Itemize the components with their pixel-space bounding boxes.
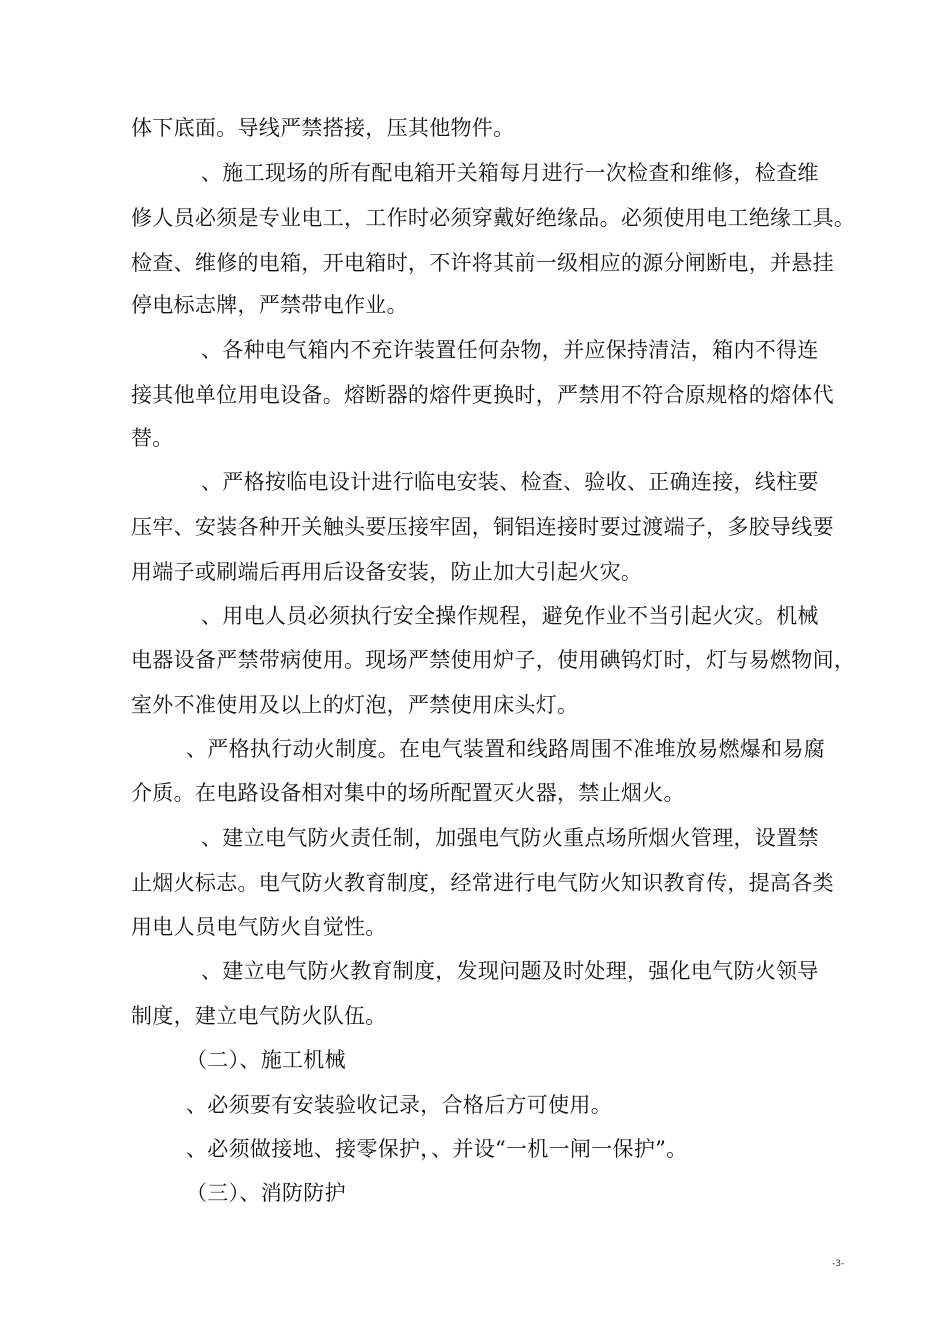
text-line: 、必须要有安装验收记录，合格后方可使用。: [186, 1093, 612, 1117]
text-line: 、严格按临电设计进行临电安装、检查、验收、正确连接，线柱要: [201, 470, 819, 494]
text-line: 修人员必须是专业电工，工作时必须穿戴好绝缘品。必须使用电工绝缘工具。: [131, 206, 856, 230]
text-line: 电器设备严禁带病使用。现场严禁使用炉子，使用碘钨灯时，灯与易燃物间，: [131, 648, 856, 672]
text-line: 检查、维修的电箱，开电箱时，不许将其前一级相应的源分闸断电，并悬挂: [131, 251, 834, 275]
text-line: 、严格执行动火制度。在电气装置和线路周围不准堆放易燃爆和易腐: [186, 737, 825, 761]
text-line: 介质。在电路设备相对集中的场所配置灭火器，禁止烟火。: [131, 781, 685, 805]
text-line: 、各种电气箱内不充许装置任何杂物，并应保持清洁，箱内不得连: [201, 338, 819, 362]
text-line: 用电人员电气防火自觉性。: [131, 915, 387, 939]
text-line: 、用电人员必须执行安全操作规程，避免作业不当引起火灾。机械: [201, 604, 819, 628]
text-line: 、建立电气防火教育制度，发现问题及时处理，强化电气防火领导: [201, 959, 819, 983]
text-line: 、施工现场的所有配电箱开关箱每月进行一次检查和维修，检查维: [201, 161, 819, 185]
text-line: 、必须做接地、接零保护，、并设“一机一闸一保护”。: [186, 1137, 688, 1161]
page-number: -3-: [832, 1259, 845, 1269]
text-line: 制度，建立电气防火队伍。: [131, 1004, 387, 1028]
text-line: 止烟火标志。电气防火教育制度，经常进行电气防火知识教育传，提高各类: [131, 871, 834, 895]
text-line: 体下底面。导线严禁搭接，压其他物件。: [131, 116, 515, 140]
text-line: 替。: [131, 426, 174, 450]
section-heading: （三）、消防防护: [186, 1181, 346, 1205]
text-line: 用端子或刷端后再用后设备安装，防止加大引起火灾。: [131, 560, 643, 584]
text-line: 接其他单位用电设备。熔断器的熔件更换时，严禁用不符合原规格的熔体代: [131, 383, 834, 407]
text-line: 压牢、安装各种开关触头要压接牢固，铜铝连接时要过渡端子，多胶导线要: [131, 515, 834, 539]
text-line: 室外不准使用及以上的灯泡，严禁使用床头灯。: [131, 693, 579, 717]
text-line: 、建立电气防火责任制，加强电气防火重点场所烟火管理，设置禁: [201, 826, 819, 850]
section-heading: （二）、施工机械: [186, 1048, 346, 1072]
text-line: 停电标志牌，严禁带电作业。: [131, 293, 408, 317]
